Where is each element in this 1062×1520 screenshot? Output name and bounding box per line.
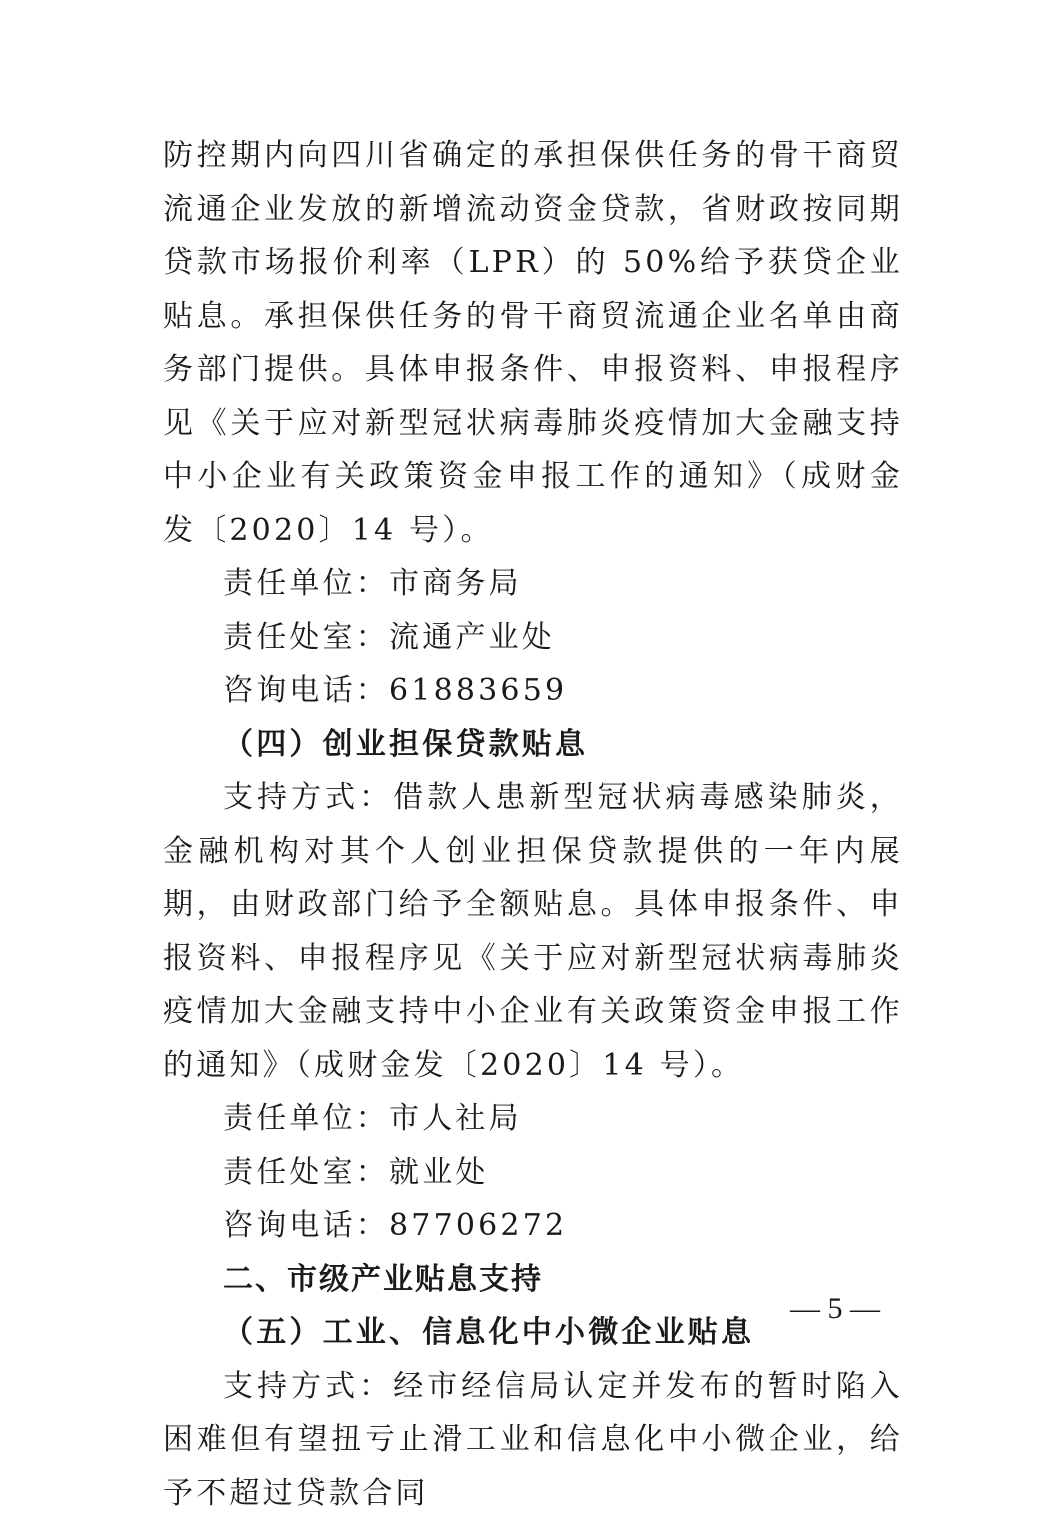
responsible-office: 责任处室：就业处: [163, 1146, 903, 1200]
page-number: — 5 —: [790, 1292, 880, 1326]
responsible-office: 责任处室：流通产业处: [163, 611, 903, 665]
chapter-heading-2: 二、市级产业贴息支持: [163, 1253, 903, 1307]
section-heading-5: （五）工业、信息化中小微企业贴息: [163, 1306, 903, 1360]
section-heading-4: （四）创业担保贷款贴息: [163, 718, 903, 772]
responsible-unit: 责任单位：市商务局: [163, 557, 903, 611]
contact-phone: 咨询电话：61883659: [163, 664, 903, 718]
support-method-paragraph: 支持方式：借款人患新型冠状病毒感染肺炎，金融机构对其个人创业担保贷款提供的一年内展期，由财政部门给予全额贴息。具体申报条件、申报资料、申报程序见《关于应对新型冠状病毒肺炎疫情加大金融支持中小企业有关政策资金申报工作的通知》（成财金发〔2020〕14 号）。: [163, 771, 903, 1092]
responsible-unit: 责任单位：市人社局: [163, 1092, 903, 1146]
paragraph-continuation: 防控期内向四川省确定的承担保供任务的骨干商贸流通企业发放的新增流动资金贷款，省财政按同期贷款市场报价利率（LPR）的 50%给予获贷企业贴息。承担保供任务的骨干商贸流通企业名单由商务部门提供。具体申报条件、申报资料、申报程序见《关于应对新型冠状病毒肺炎疫情加大金融支持中小企业有关政策资金申报工作的通知》（成财金发〔2020〕14 号）。: [163, 129, 903, 557]
support-method-paragraph: 支持方式：经市经信局认定并发布的暂时陷入困难但有望扭亏止滑工业和信息化中小微企业，给予不超过贷款合同: [163, 1360, 903, 1520]
contact-phone: 咨询电话：87706272: [163, 1199, 903, 1253]
